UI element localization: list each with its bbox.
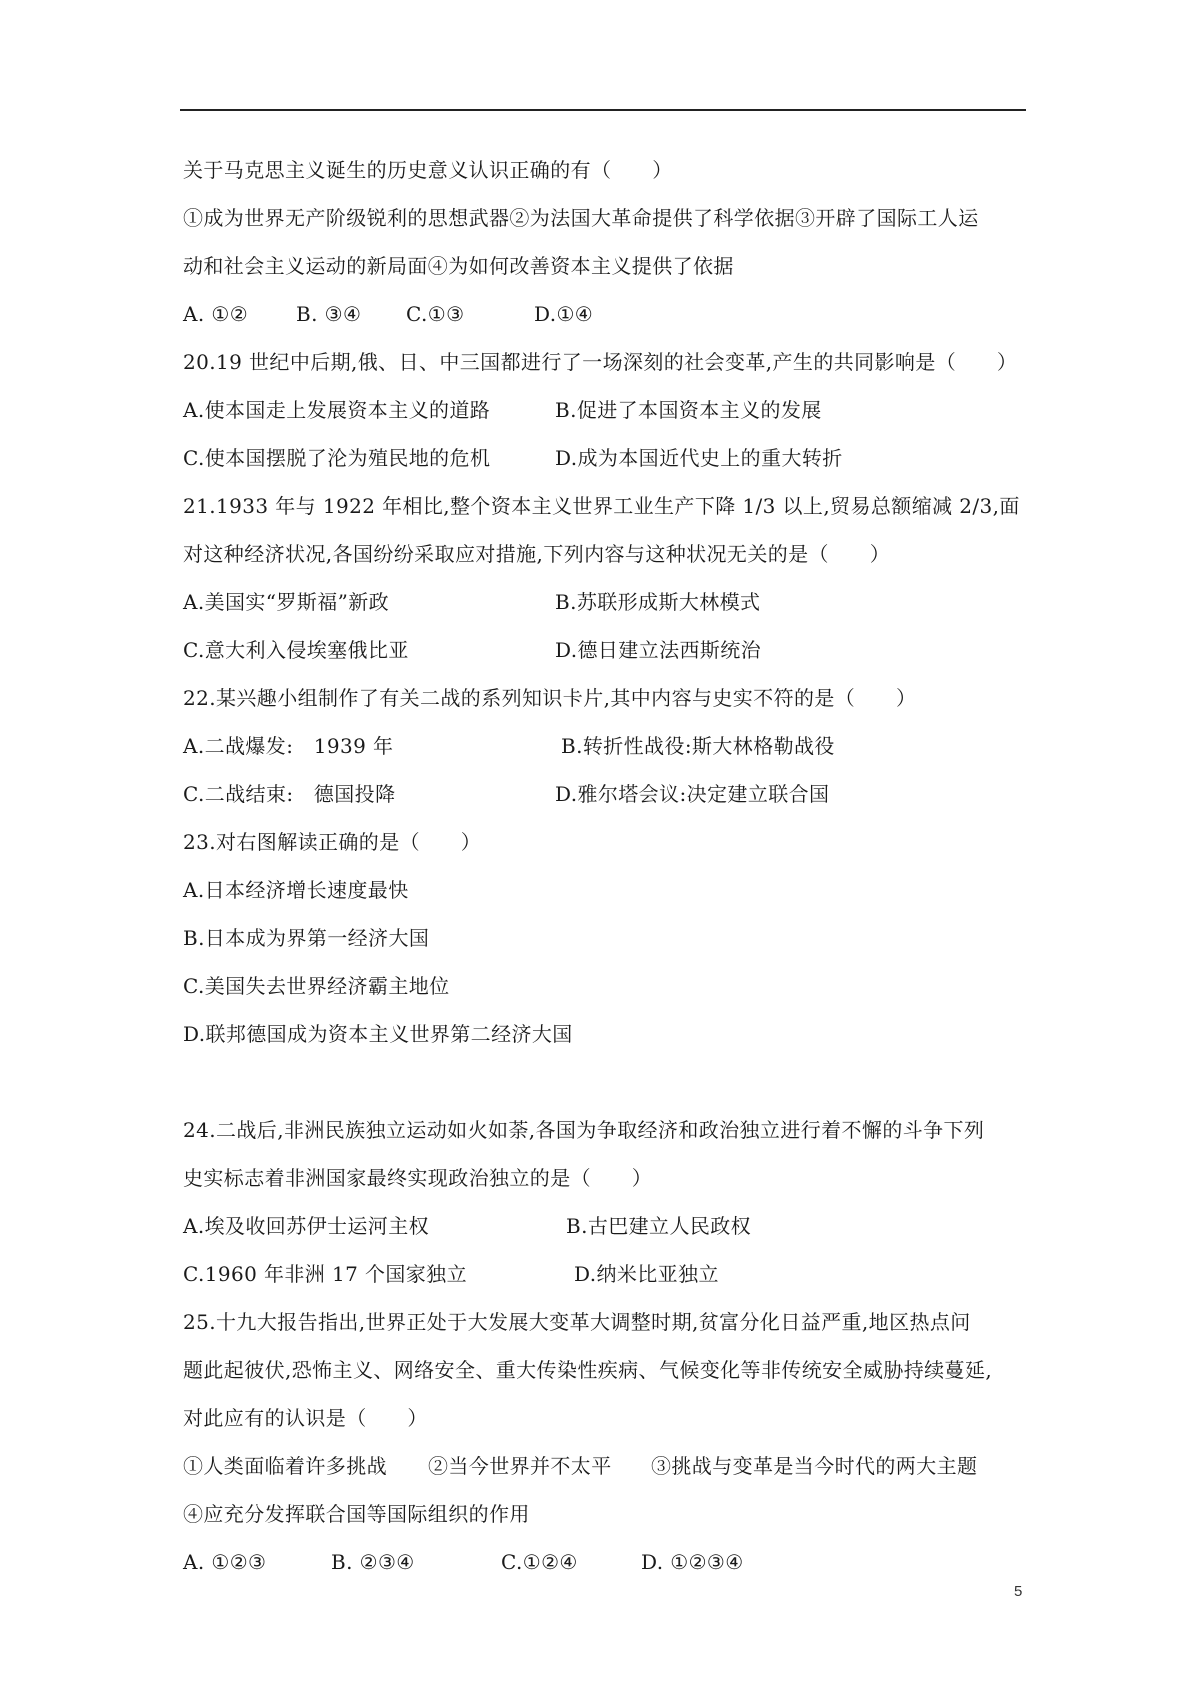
statement-1: ①人类面临着许多挑战 (183, 1454, 387, 1478)
question-statements-line: ①成为世界无产阶级锐利的思想武器②为法国大革命提供了科学依据③开辟了国际工人运 (183, 206, 979, 230)
option-c: C.美国失去世界经济霸主地位 (183, 974, 450, 998)
option-b: B. ②③④ (331, 1550, 415, 1574)
option-a: A.使本国走上发展资本主义的道路 (183, 398, 491, 422)
option-c: C.1960 年非洲 17 个国家独立 (183, 1262, 467, 1286)
option-b: B.古巴建立人民政权 (566, 1214, 752, 1238)
option-d: D.成为本国近代史上的重大转折 (555, 446, 843, 470)
question-25-stem-line: 对此应有的认识是（ ） (183, 1406, 428, 1430)
header-rule (180, 109, 1026, 111)
question-23-stem: 23.对右图解读正确的是（ ） (183, 830, 482, 854)
statement-4: ④应充分发挥联合国等国际组织的作用 (183, 1502, 530, 1526)
option-a: A.二战爆发: 1939 年 (183, 734, 394, 758)
option-b: B. ③④ (296, 302, 362, 326)
option-d: D.德日建立法西斯统治 (555, 638, 762, 662)
question-statements-line: 动和社会主义运动的新局面④为如何改善资本主义提供了依据 (183, 254, 734, 278)
option-c: C.意大利入侵埃塞俄比亚 (183, 638, 409, 662)
option-c: C.二战结束: 德国投降 (183, 782, 396, 806)
question-22-stem: 22.某兴趣小组制作了有关二战的系列知识卡片,其中内容与史实不符的是（ ） (183, 686, 917, 710)
option-b: B.促进了本国资本主义的发展 (555, 398, 822, 422)
option-c: C.使本国摆脱了沦为殖民地的危机 (183, 446, 491, 470)
option-b: B.日本成为界第一经济大国 (183, 926, 430, 950)
option-a: A. ①② (183, 302, 249, 326)
question-20-stem: 20.19 世纪中后期,俄、日、中三国都进行了一场深刻的社会变革,产生的共同影响是（ ） (183, 350, 1018, 374)
option-d: D. ①②③④ (641, 1550, 744, 1574)
option-a: A. ①②③ (183, 1550, 267, 1574)
option-d: D.联邦德国成为资本主义世界第二经济大国 (183, 1022, 573, 1046)
option-d: D.纳米比亚独立 (574, 1262, 719, 1286)
question-21-stem-line: 21.1933 年与 1922 年相比,整个资本主义世界工业生产下降 1/3 以上,贸易总额缩减 2/3,面 (183, 494, 1020, 518)
option-d: D.①④ (534, 302, 594, 326)
question-25-stem-line: 25.十九大报告指出,世界正处于大发展大变革大调整时期,贫富分化日益严重,地区热点问 (183, 1310, 971, 1334)
option-b: B.苏联形成斯大林模式 (555, 590, 761, 614)
statement-2: ②当今世界并不太平 (428, 1454, 612, 1478)
option-b: B.转折性战役:斯大林格勒战役 (561, 734, 835, 758)
option-c: C.①②④ (501, 1550, 578, 1574)
page-number: 5 (1014, 1583, 1023, 1600)
option-a: A.埃及收回苏伊士运河主权 (183, 1214, 430, 1238)
statement-3: ③挑战与变革是当今时代的两大主题 (651, 1454, 978, 1478)
option-d: D.雅尔塔会议:决定建立联合国 (555, 782, 830, 806)
option-a: A.美国实“罗斯福”新政 (183, 590, 390, 614)
option-c: C.①③ (406, 302, 465, 326)
question-24-stem-line: 24.二战后,非洲民族独立运动如火如荼,各国为争取经济和政治独立进行着不懈的斗争下列 (183, 1118, 985, 1142)
option-a: A.日本经济增长速度最快 (183, 878, 409, 902)
question-24-stem-line: 史实标志着非洲国家最终实现政治独立的是（ ） (183, 1166, 653, 1190)
question-stem: 关于马克思主义诞生的历史意义认识正确的有（ ） (183, 158, 673, 182)
question-25-stem-line: 题此起彼伏,恐怖主义、网络安全、重大传染性疾病、气候变化等非传统安全威胁持续蔓延, (183, 1358, 993, 1382)
question-21-stem-line: 对这种经济状况,各国纷纷采取应对措施,下列内容与这种状况无关的是（ ） (183, 542, 891, 566)
